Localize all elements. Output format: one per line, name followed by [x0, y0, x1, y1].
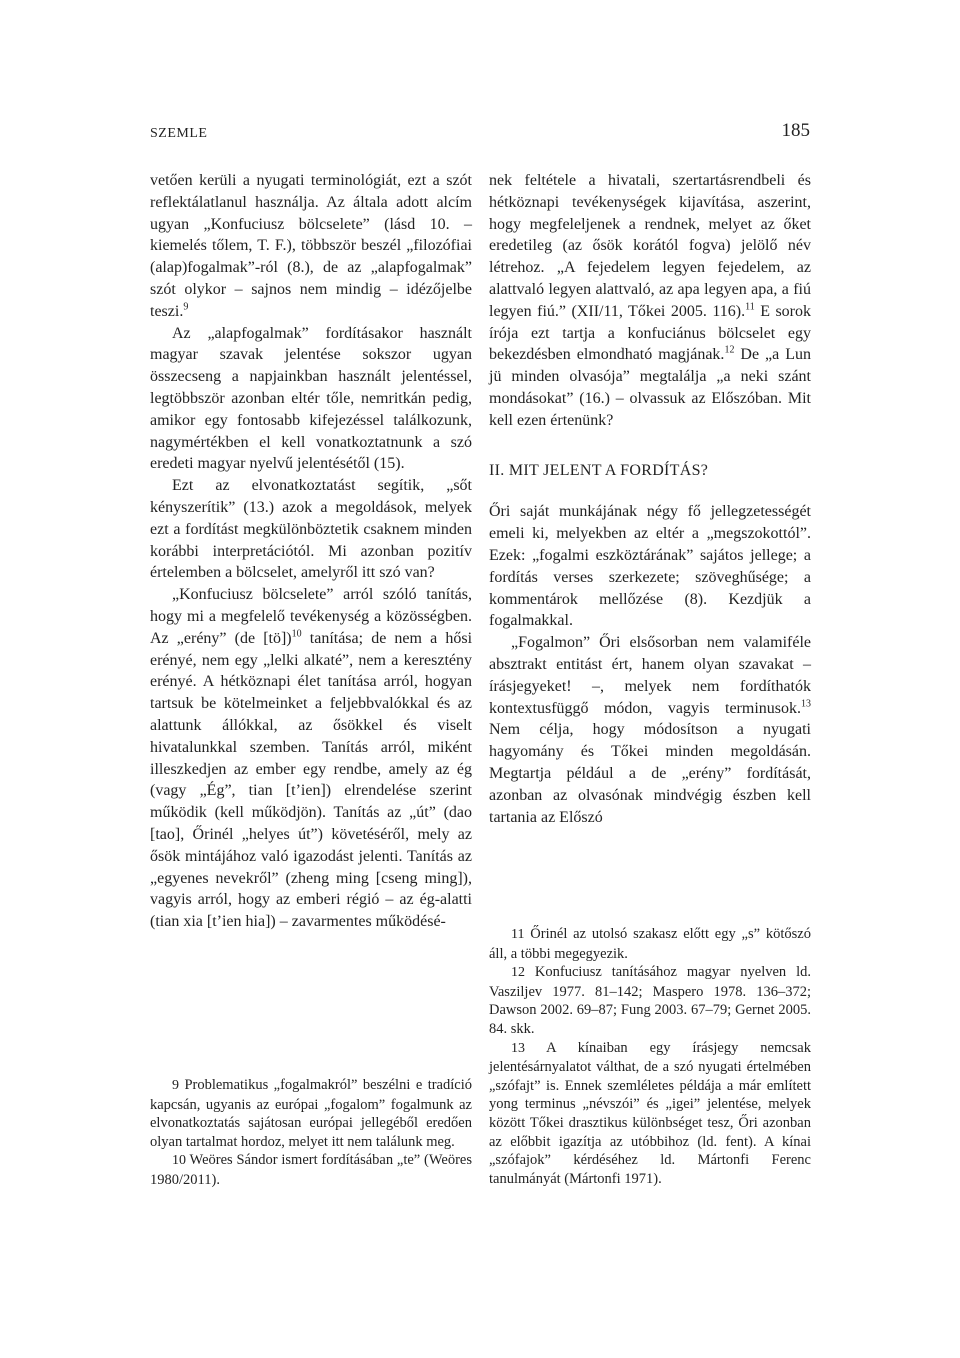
footnote [489, 1039, 811, 1189]
footnote-ref: 11 [745, 301, 755, 313]
paragraph: Őri saját munkájának négy fő jellegzetességét emeli ki, melyekben az eltér a „megszokottól”. Ezek: „fogalmi eszköztárának” sajátos jellege; a fordítás verses szerkezete; szöveghűsége; a kommentárok mellőzése (8). Kezdjük a fogalmakkal. [489, 503, 811, 630]
footnote-text: Weöres Sándor ismert fordításában „te” (Weöres 1980/2011). [150, 1152, 472, 1188]
footnote [489, 925, 811, 963]
footnote-ref: 10 [291, 628, 302, 640]
paragraph [150, 584, 472, 933]
paragraph-text: tanítása; de nem a hősi erényé, nem egy „lelki alkaté”, nem a keresztény erényé. A hétköznapi élet tanítása arról, hogyan tartsuk be kötelmeinket a feljebbvalókkal és az alattunk állókkal, az ősökkel és viselt hivatalunkkal szemben. Tanítás arról, miként illeszkedjen az ember egy rendbe, amely az ég (vagy „Ég”, tian [t’ien]) elrendelése szerint működik (kell működjön). Tanítás az „út” (dao [tao], Őrinél „helyes út”) követéséről, mely az ősök mintájához való igazodást jelenti. Tanítás az „egyenes nevekről” (zheng ming [cseng ming]), vagyis arról, hogy az emberi régió – az ég-alatti (tian xia [t’ien hia]) – zavarmentes működésé- [150, 629, 473, 931]
footnote-number: 12 [511, 965, 525, 981]
paragraph-text: De „a Lun jü minden olvasója” megtalálja „a neki szánt mondásokat” (16.) – olvassuk az Előszóban. Mit kell ezen értenünk? [489, 346, 812, 429]
paragraph-text: Nem célja, hogy módosítson a nyugati hagyomány és Tőkei minden megoldásán. Megtartja például a de „erény” fordítását, azonban az olvasónak mindvégig észben kell tartania az Előszó [489, 721, 811, 826]
footnote-number: 10 [172, 1153, 186, 1169]
paragraph: Ezt az elvonatkoztatást segítik, „sőt kényszerítik” (13.) azok a megoldások, melyek ezt a fordítást megkülönböztetik csaknem minden korábbi interpretációtól. Mi azonban pozitív értelemben a bölcselet, amelyről itt szó van? [150, 477, 472, 582]
paragraph-text: „Fogalmon” Őri elsősorban nem valamiféle absztrakt entitást ért, hanem olyan szavakat – írásjegyeket! –, melyek nem fordíthatók kontextusfüggő módon, vagyis terminusok. [489, 634, 811, 717]
footnote-number: 13 [511, 1040, 525, 1056]
footnote [150, 1151, 472, 1189]
footnote-ref: 12 [724, 345, 735, 357]
footnotes-right [489, 925, 811, 1188]
paragraph: Az „alapfogalmak” fordításakor használt magyar szavak jelentése sokszor ugyan összecseng a napjainkban használt jelentéssel, legtöbbször azonban eltér tőle, nemritkán pedig, amikor egy fontosabb kifejezéssel találkozunk, nagymértékben el kell vonatkoztatnunk a szó eredeti magyar nyelvű jelentésétől (15). [150, 324, 472, 473]
footnote-text: Őrinél az utolsó szakasz előtt egy „s” kötőszó áll, a többi megegyezik. [489, 926, 811, 962]
right-column [489, 170, 811, 828]
paragraph [150, 170, 472, 323]
section-title: SZEMLE [150, 126, 208, 141]
paragraph-text: nek feltétele a hivatali, szertartásrendbeli és hétköznapi tevékenységek kijavítása, aszerint, hogy megfeleljenek a rendnek, melyet az őket eredetileg (az ősök korától fogva) jelölő név létrehoz. „A fejedelem legyen fejedelem, az alattvaló legyen alattvaló, az apa legyen apa, a fiú legyen fiú.” (XII/11, Tőkei 2005. 116). [489, 172, 811, 320]
page-header [150, 118, 810, 148]
footnote-ref: 13 [801, 698, 811, 710]
footnotes-left [150, 1076, 472, 1190]
footnote-text: Problematikus „fogalmakról” beszélni e tradíció kapcsán, ugyanis az európai „fogalom” fogalmunk az elvonatkoztatás sajátosan európai jellegéből eredően olyan tartalmat hordoz, melyet itt nem találunk meg. [150, 1077, 472, 1150]
paragraph [489, 170, 811, 432]
paragraph-text: „Konfuciusz bölcselete” arról szóló tanítás, hogy mi a megfelelő tevékenység a közösségben. Az „erény” (de [tö]) [150, 586, 472, 647]
footnote-text: A kínaiban egy írásjegy nemcsak jelentésárnyalatot válthat, de a szó nyugati értelmében „szófajt” is. Ennek szemléletes példája a már említett yong terminus „névszói” és „igei” jelentése, melyek között Tőkei drasztikus különbséget tesz, Őri azonban az előbbit igazítja az utóbbihoz (ld. fent). A kínai „szófajok” kérdéséhez ld. Mártonfi Ferenc tanulmányát (Mártonfi 1971). [489, 1039, 811, 1187]
footnote-ref: 9 [183, 301, 189, 313]
left-column [150, 170, 472, 933]
paragraph-text: E sorok írója ezt tartja a konfuciánus bölcselet egy bekezdésben elmondható magjának. [489, 302, 812, 364]
paragraph-text: vetően kerüli a nyugati terminológiát, ezt a szót reflektálatlanul használja. Az általa adott alcím ugyan „Konfuciusz bölcselete” (lásd 10. – kiemelés tőlem, T. F.), többször beszél „filozófiai (alap)fogalmak”-ról (8.), de az „alapfogalmak” szót olykor – sajnos nem mindig – idézőjelbe teszi. [150, 172, 472, 320]
footnote [489, 963, 811, 1038]
footnote-number: 11 [511, 927, 525, 942]
footnote [150, 1076, 472, 1151]
page-number: 185 [781, 120, 810, 141]
paragraph [489, 632, 811, 828]
footnote-number: 9 [172, 1078, 179, 1093]
section-heading: II. MIT JELENT A FORDÍTÁS? [489, 461, 709, 479]
footnote-text: Konfuciusz tanításához magyar nyelven ld. Vasziljev 1977. 81–142; Maspero 1978. 136–372; Dawson 2002. 69–87; Fung 2003. 67–79; Gernet 2005. 84. skk. [489, 964, 811, 1037]
